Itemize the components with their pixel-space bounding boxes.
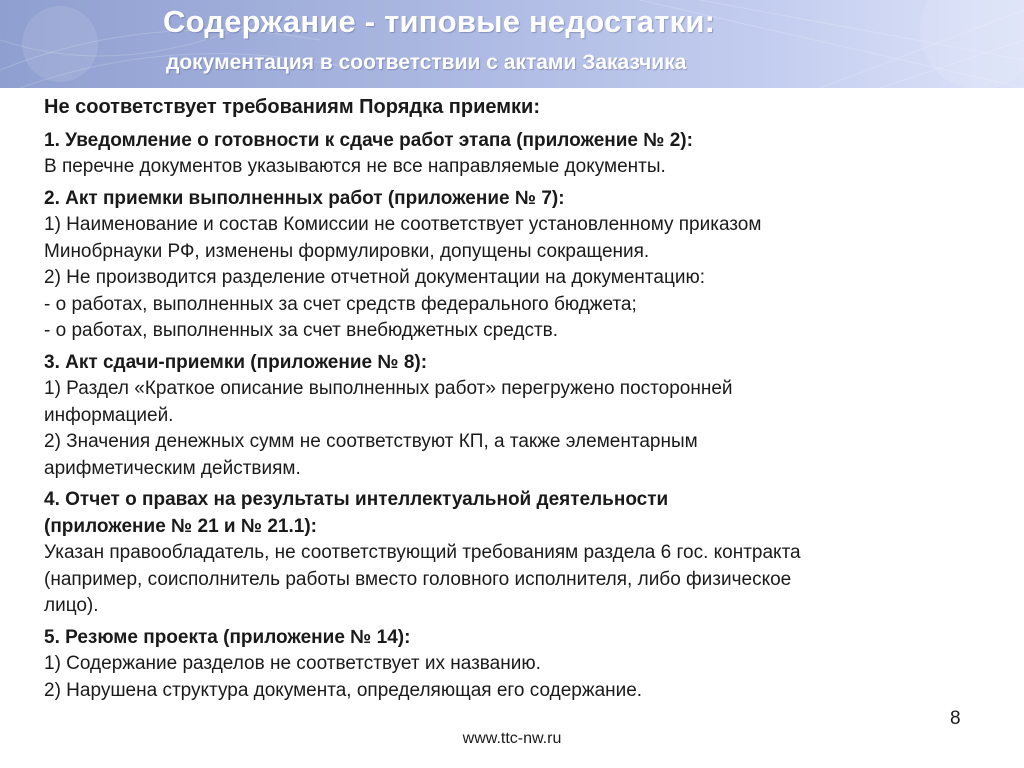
- section-line: 1) Наименование и состав Комиссии не соответствует установленному приказом: [44, 214, 762, 235]
- slide-header: [0, 0, 1024, 88]
- section-line: 1) Содержание разделов не соответствует их названию.: [44, 653, 541, 674]
- slide-title: Содержание - типовые недостатки:: [163, 4, 716, 39]
- section-line: Минобрнауки РФ, изменены формулировки, допущены сокращения.: [44, 240, 650, 262]
- section-line: 2) Нарушена структура документа, определяющая его содержание.: [44, 679, 643, 701]
- section-line: лицо).: [44, 595, 99, 616]
- section-project-summary: [44, 625, 984, 705]
- section-acceptance-act: [44, 186, 984, 345]
- section-notification: [44, 128, 984, 181]
- section-title: 5. Резюме проекта (приложение № 14):: [44, 626, 411, 648]
- body-heading: Не соответствует требованиям Порядка приемки:: [44, 96, 540, 118]
- section-handover-act: [44, 350, 984, 483]
- section-title: 4. Отчет о правах на результаты интеллектуальной деятельности: [44, 489, 669, 510]
- section-line: арифметическим действиям.: [44, 457, 301, 479]
- section-title: 3. Акт сдачи-приемки (приложение № 8):: [44, 351, 428, 373]
- section-title: 1. Уведомление о готовности к сдаче работ этапа (приложение № 2):: [44, 129, 693, 151]
- section-line: 1) Раздел «Краткое описание выполненных работ» перегружено посторонней: [44, 378, 733, 399]
- slide-body: [44, 94, 984, 709]
- section-title-continued: (приложение № 21 и № 21.1):: [44, 515, 317, 537]
- section-line: (например, соисполнитель работы вместо головного исполнителя, либо физическое: [44, 568, 792, 590]
- section-line: - о работах, выполненных за счет внебюджетных средств.: [44, 320, 559, 341]
- section-line: информацией.: [44, 404, 174, 426]
- slide-subtitle: документация в соответствии с актами Заказчика: [166, 51, 687, 74]
- footer-url: www.ttc-nw.ru: [462, 730, 562, 747]
- section-line: 2) Не производится разделение отчетной документации на документацию:: [44, 267, 705, 288]
- section-line: - о работах, выполненных за счет средств федерального бюджета;: [44, 293, 637, 315]
- section-title: 2. Акт приемки выполненных работ (приложение № 7):: [44, 187, 565, 209]
- section-line: Указан правообладатель, не соответствующий требованиям раздела 6 гос. контракта: [44, 542, 801, 563]
- section-ip-report: [44, 487, 984, 620]
- page-number: 8: [950, 708, 961, 729]
- section-line: 2) Значения денежных сумм не соответствуют КП, а также элементарным: [44, 431, 698, 452]
- section-line: В перечне документов указываются не все направляемые документы.: [44, 156, 666, 177]
